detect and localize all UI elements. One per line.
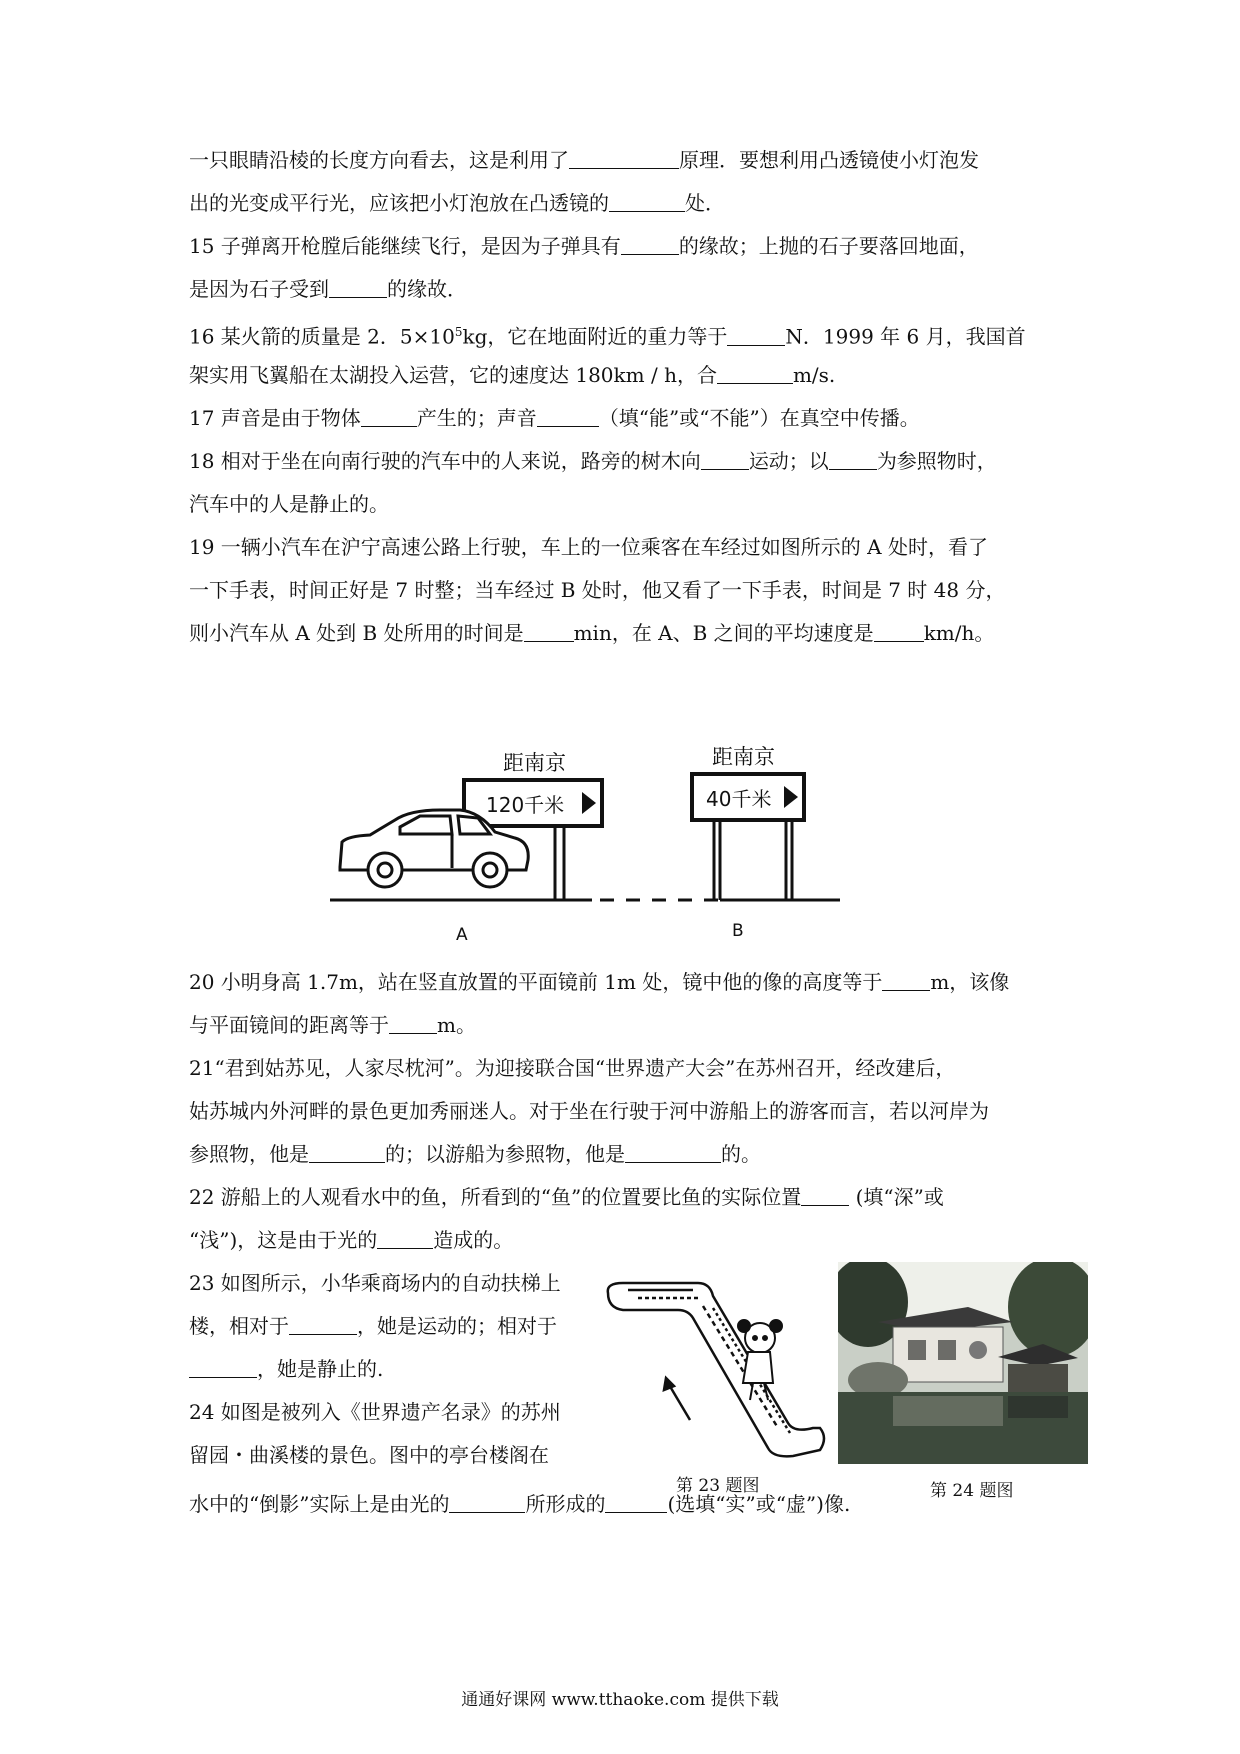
text-segment: 20 小明身高 1.7m，站在竖直放置的平面镜前 1m 处，镜中他的像的高度等于: [189, 970, 883, 994]
text-segment: 一只眼睛沿棱的长度方向看去，这是利用了: [189, 148, 569, 172]
question-17: [189, 404, 920, 432]
text-line-19: [189, 1226, 513, 1254]
figure-19-road-signs: [300, 742, 940, 942]
text-segment: 22 游船上的人观看水中的鱼，所看到的“鱼”的位置要比鱼的实际位置: [189, 1185, 802, 1209]
text-segment: (选填“实”或“虚”)像.: [667, 1492, 851, 1516]
round-window: [969, 1341, 987, 1359]
question-15: [189, 232, 979, 260]
text-line-1: [189, 146, 979, 174]
text-segment: 则小汽车从 A 处到 B 处所用的时间是: [189, 621, 524, 645]
text-segment: 19 一辆小汽车在沪宁高速公路上行驶，车上的一位乘客在车经过如图所示的 A 处时，看了: [189, 535, 988, 559]
answer-blank: [801, 1185, 849, 1206]
sign-b-text: 40千米: [706, 787, 772, 811]
answer-blank: [449, 1492, 525, 1513]
text-segment: 汽车中的人是静止的。: [189, 492, 389, 516]
page-footer: 通通好课网 www.tthaoke.com 提供下载: [461, 1690, 779, 1710]
text-segment: 出的光变成平行光，应该把小灯泡放在凸透镜的: [189, 191, 609, 215]
text-segment: 与平面镜间的距离等于: [189, 1013, 389, 1037]
answer-blank: [605, 1492, 667, 1513]
question-21: [189, 1054, 955, 1082]
answer-blank: [289, 1314, 357, 1335]
question-16: [189, 318, 1026, 351]
text-segment: 运动；以: [748, 449, 829, 473]
text-line-12: [189, 619, 994, 647]
text-segment: 留园・曲溪楼的景色。图中的亭台楼阁在: [189, 1443, 549, 1467]
text-segment: 的缘故．: [387, 277, 467, 301]
text-line-21: [189, 1312, 557, 1340]
text-segment: 的。: [721, 1142, 761, 1166]
text-line-2: [189, 189, 725, 217]
text-segment: m/s.: [792, 363, 836, 387]
text-segment: 18 相对于坐在向南行驶的汽车中的人来说，路旁的树木向: [189, 449, 701, 473]
answer-blank: [625, 1142, 721, 1163]
text-segment: 楼，相对于: [189, 1314, 289, 1338]
reflection: [893, 1396, 1003, 1426]
text-segment: 产生的；声音: [416, 406, 537, 430]
question-22: [189, 1183, 944, 1211]
text-line-11: [189, 576, 1005, 604]
answer-blank: [882, 970, 930, 991]
exponent: 5: [454, 325, 463, 339]
answer-blank: [524, 621, 574, 642]
text-segment: 24 如图是被列入《世界遗产名录》的苏州: [189, 1400, 561, 1424]
question-24: [189, 1398, 561, 1426]
text-segment: min，在 A、B 之间的平均速度是: [573, 621, 874, 645]
answer-blank: [189, 1357, 257, 1378]
text-segment: N．1999 年 6 月，我国首: [785, 324, 1026, 349]
text-segment: 所形成的: [525, 1492, 606, 1516]
answer-blank: [361, 406, 417, 427]
text-segment: （填“能”或“不能”）在真空中传播。: [598, 406, 920, 430]
text-segment: m，该像: [930, 970, 1010, 994]
text-segment: 架实用飞翼船在太湖投入运营，它的速度达 180km / h，合: [189, 363, 717, 387]
text-line-9: [189, 490, 389, 518]
pavilion-body: [1008, 1364, 1068, 1394]
text-line-6: [189, 361, 835, 389]
window: [908, 1340, 926, 1360]
answer-blank: [829, 449, 877, 470]
answer-blank: [609, 191, 685, 212]
text-line-4: [189, 275, 467, 303]
answer-blank: [569, 148, 679, 169]
figure-23-escalator: [598, 1278, 828, 1466]
escalator-outline: [608, 1283, 824, 1456]
question-19: [189, 533, 988, 561]
answer-blank: [537, 406, 599, 427]
text-segment: ，她是运动的；相对于: [357, 1314, 557, 1338]
text-segment: 参照物，他是: [189, 1142, 309, 1166]
label-b: B: [732, 921, 744, 941]
answer-blank: [701, 449, 749, 470]
text-line-14: [189, 1011, 476, 1039]
text-line-24: [189, 1441, 549, 1469]
answer-blank: [329, 277, 387, 298]
text-segment: km/h。: [923, 621, 995, 645]
sign-a-title: 距南京: [503, 751, 566, 775]
label-a: A: [456, 925, 468, 942]
figure-24-garden-photo: [838, 1262, 1088, 1464]
text-segment: 一下手表，时间正好是 7 时整；当车经过 B 处时，他又看了一下手表，时间是 7 时 48 分，: [189, 578, 1006, 602]
answer-blank: [727, 325, 785, 346]
text-segment: (填“深”或: [849, 1185, 944, 1209]
reflection: [1008, 1396, 1068, 1418]
text-segment: 原理．要想利用凸透镜使小灯泡发: [679, 148, 979, 172]
direction-arrow-icon: [668, 1383, 690, 1420]
text-segment: 23 如图所示，小华乘商场内的自动扶梯上: [189, 1271, 561, 1295]
text-line-22: [189, 1355, 383, 1383]
text-segment: 的缘故；上抛的石子要落回地面，: [678, 234, 979, 258]
text-segment: 是因为石子受到: [189, 277, 329, 301]
text-segment: 姑苏城内外河畔的景色更加秀丽迷人。对于坐在行驶于河中游船上的游客而言，若以河岸为: [189, 1099, 989, 1123]
text-segment: 16 某火箭的质量是 2．5×10: [189, 324, 455, 349]
text-segment: 处．: [685, 191, 725, 215]
figure-24-caption: 第 24 题图: [930, 1481, 1014, 1501]
answer-blank: [377, 1228, 433, 1249]
answer-blank: [874, 621, 924, 642]
text-segment: “浅”)，这是由于光的: [189, 1228, 378, 1252]
text-segment: ，她是静止的.: [257, 1357, 384, 1381]
text-segment: 的；以游船为参照物，他是: [385, 1142, 625, 1166]
text-line-16: [189, 1097, 989, 1125]
question-20: [189, 968, 1009, 996]
text-segment: 15 子弹离开枪膛后能继续飞行，是因为子弹具有: [189, 234, 621, 258]
answer-blank: [621, 234, 679, 255]
text-segment: 造成的。: [433, 1228, 514, 1252]
text-segment: 为参照物时，: [876, 449, 997, 473]
sign-a-text: 120千米: [486, 793, 565, 817]
text-segment: 水中的“倒影”实际上是由光的: [189, 1492, 450, 1516]
answer-blank: [717, 363, 793, 384]
question-23: [189, 1269, 561, 1297]
question-18: [189, 447, 997, 475]
text-segment: m。: [437, 1013, 476, 1037]
text-line-17: [189, 1140, 761, 1168]
answer-blank: [389, 1013, 437, 1034]
sign-b-title: 距南京: [712, 745, 775, 769]
text-segment: 17 声音是由于物体: [189, 406, 361, 430]
figure-23-caption: 第 23 题图: [676, 1476, 760, 1496]
window: [938, 1340, 956, 1360]
text-segment: kg，它在地面附近的重力等于: [462, 324, 728, 349]
text-segment: 21“君到姑苏见，人家尽枕河”。为迎接联合国“世界遗产大会”在苏州召开，经改建后，: [189, 1056, 956, 1080]
answer-blank: [309, 1142, 385, 1163]
